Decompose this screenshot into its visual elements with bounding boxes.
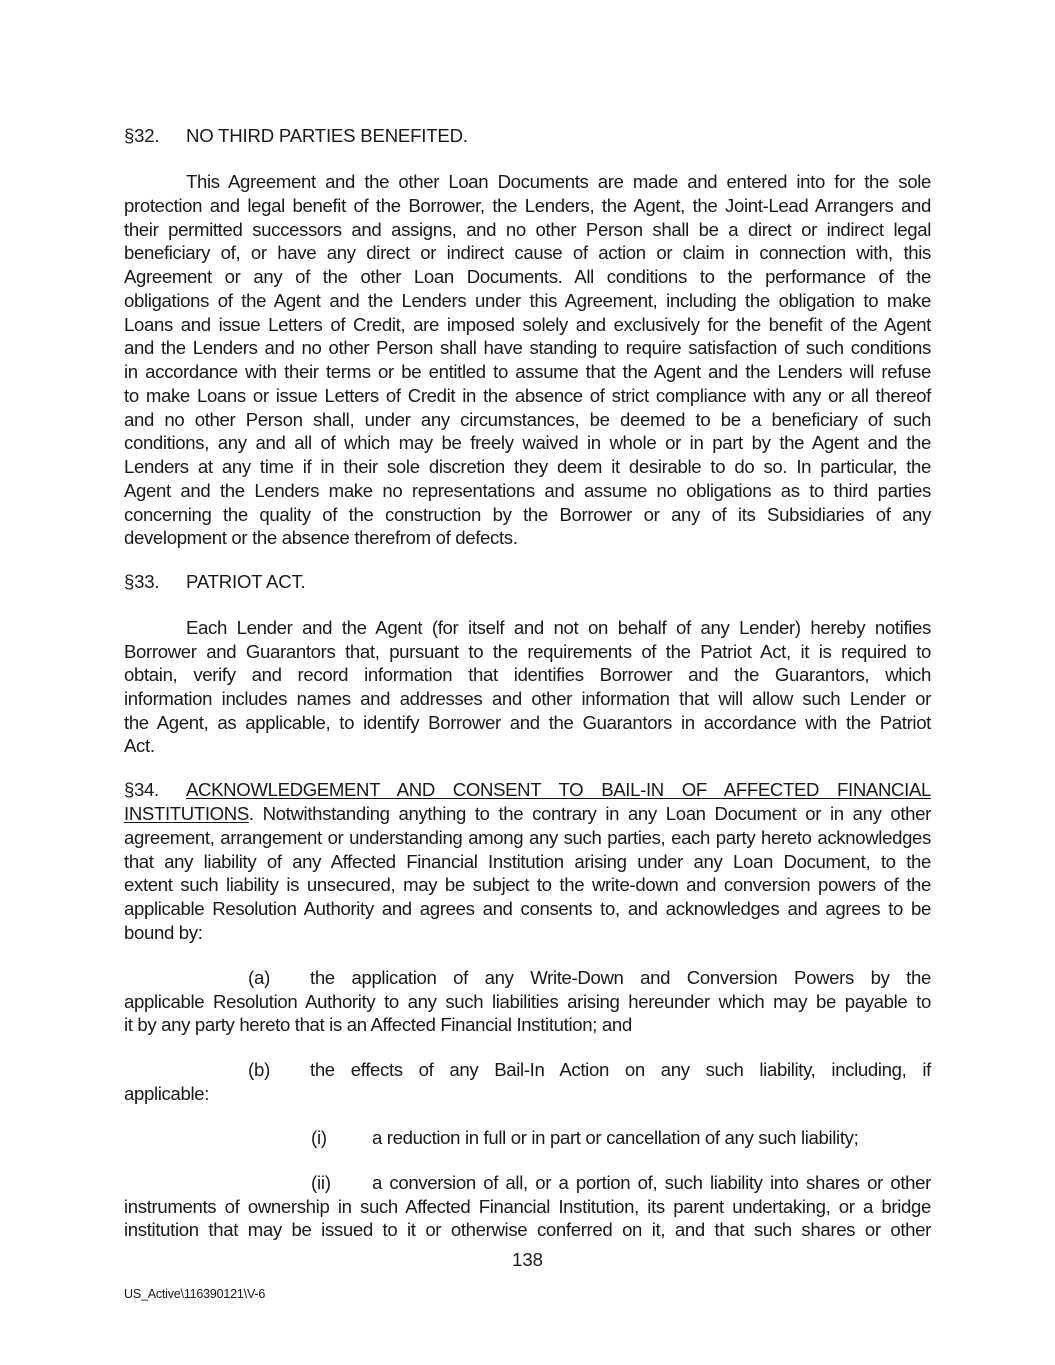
text-line: Borrower and Guarantors that, pursuant to the requirements of the Patriot Act, it is required to bbox=[124, 641, 931, 662]
text-line: concerning the quality of the construction by the Borrower or any of its Subsidiaries of any bbox=[124, 504, 931, 525]
section-33-heading bbox=[124, 570, 306, 594]
page-number: 138 bbox=[511, 1249, 544, 1270]
text-line: beneficiary of, or have any direct or indirect cause of action or claim in connection with, this bbox=[124, 242, 931, 263]
text-line: obligations of the Agent and the Lenders under this Agreement, including the obligation to make bbox=[124, 290, 931, 311]
text-line: Act. bbox=[124, 735, 155, 756]
text-line: Agent and the Lenders make no representations and assume no obligations as to third parties bbox=[124, 480, 931, 501]
section-34-heading bbox=[124, 778, 931, 802]
list-marker: (i) bbox=[311, 1127, 327, 1148]
text-line: Lenders at any time if in their sole discretion they deem it desirable to do so. In particular, the bbox=[124, 456, 931, 477]
text-line: that any liability of any Affected Financial Institution arising under any Loan Document, to the bbox=[124, 851, 931, 872]
text-line: applicable Resolution Authority and agrees and consents to, and acknowledges and agrees to be bbox=[124, 898, 931, 919]
text-line: a conversion of all, or a portion of, such liability into shares or other bbox=[372, 1172, 931, 1193]
text-line: applicable: bbox=[124, 1083, 210, 1104]
list-marker: (ii) bbox=[311, 1172, 331, 1193]
text-line: Agreement or any of the other Loan Documents. All conditions to the performance of the bbox=[124, 266, 931, 287]
text-line: it by any party hereto that is an Affected Financial Institution; and bbox=[124, 1014, 632, 1035]
text-line: bound by: bbox=[124, 922, 203, 943]
section-title-continued: INSTITUTIONS bbox=[124, 803, 249, 824]
text-line: instruments of ownership in such Affected Financial Institution, its parent undertaking, or a bridge bbox=[124, 1196, 931, 1217]
text-line: the effects of any Bail-In Action on any such liability, including, if bbox=[310, 1059, 931, 1080]
section-number: §33. bbox=[124, 571, 160, 592]
text-line: information includes names and addresses and other information that will allow such Lender or bbox=[124, 688, 931, 709]
section-title: ACKNOWLEDGEMENT AND CONSENT TO BAIL-IN OF AFFECTED FINANCIAL bbox=[186, 779, 931, 800]
text-line: development or the absence therefrom of defects. bbox=[124, 527, 518, 548]
section-title: NO THIRD PARTIES BENEFITED. bbox=[186, 125, 468, 146]
section-number: §34. bbox=[124, 779, 159, 800]
text-line: Each Lender and the Agent (for itself and not on behalf of any Lender) hereby notifies bbox=[186, 617, 931, 638]
text-span: . Notwithstanding anything to the contrary in any Loan Document or in any other bbox=[248, 803, 931, 824]
text-line: This Agreement and the other Loan Documents are made and entered into for the sole bbox=[186, 171, 931, 192]
text-line: applicable Resolution Authority to any such liabilities arising hereunder which may be payable to bbox=[124, 991, 931, 1012]
section-number: §32. bbox=[124, 125, 160, 146]
text-line: conditions, any and all of which may be freely waived in whole or in part by the Agent and the bbox=[124, 432, 931, 453]
text-line: obtain, verify and record information that identifies Borrower and the Guarantors, which bbox=[124, 664, 931, 685]
text-line: protection and legal benefit of the Borrower, the Lenders, the Agent, the Joint-Lead Arrangers and bbox=[124, 195, 931, 216]
list-marker: (b) bbox=[248, 1059, 271, 1080]
section-title: PATRIOT ACT. bbox=[186, 571, 306, 592]
text-line: Loans and issue Letters of Credit, are imposed solely and exclusively for the benefit of the Agent bbox=[124, 314, 931, 335]
text-line: the application of any Write-Down and Conversion Powers by the bbox=[310, 967, 931, 988]
text-line: and the Lenders and no other Person shall have standing to require satisfaction of such conditions bbox=[124, 337, 931, 358]
text-line: in accordance with their terms or be entitled to assume that the Agent and the Lenders will refuse bbox=[124, 361, 931, 382]
text-line: and no other Person shall, under any circumstances, be deemed to be a beneficiary of such bbox=[124, 409, 931, 430]
text-line: the Agent, as applicable, to identify Borrower and the Guarantors in accordance with the Patriot bbox=[124, 712, 931, 733]
document-id: US_Active\116390121\V-6 bbox=[124, 1287, 266, 1301]
text-line: to make Loans or issue Letters of Credit in the absence of strict compliance with any or all thereof bbox=[124, 385, 931, 406]
text-line bbox=[124, 802, 931, 826]
section-32-heading bbox=[124, 124, 468, 148]
text-line: agreement, arrangement or understanding among any such parties, each party hereto acknowledges bbox=[124, 827, 931, 848]
list-marker: (a) bbox=[248, 967, 271, 988]
text-line: their permitted successors and assigns, and no other Person shall be a direct or indirect legal bbox=[124, 219, 931, 240]
text-line: institution that may be issued to it or otherwise conferred on it, and that such shares or other bbox=[124, 1219, 931, 1240]
text-line: a reduction in full or in part or cancellation of any such liability; bbox=[372, 1127, 859, 1148]
text-line: extent such liability is unsecured, may be subject to the write-down and conversion powers of the bbox=[124, 874, 931, 895]
